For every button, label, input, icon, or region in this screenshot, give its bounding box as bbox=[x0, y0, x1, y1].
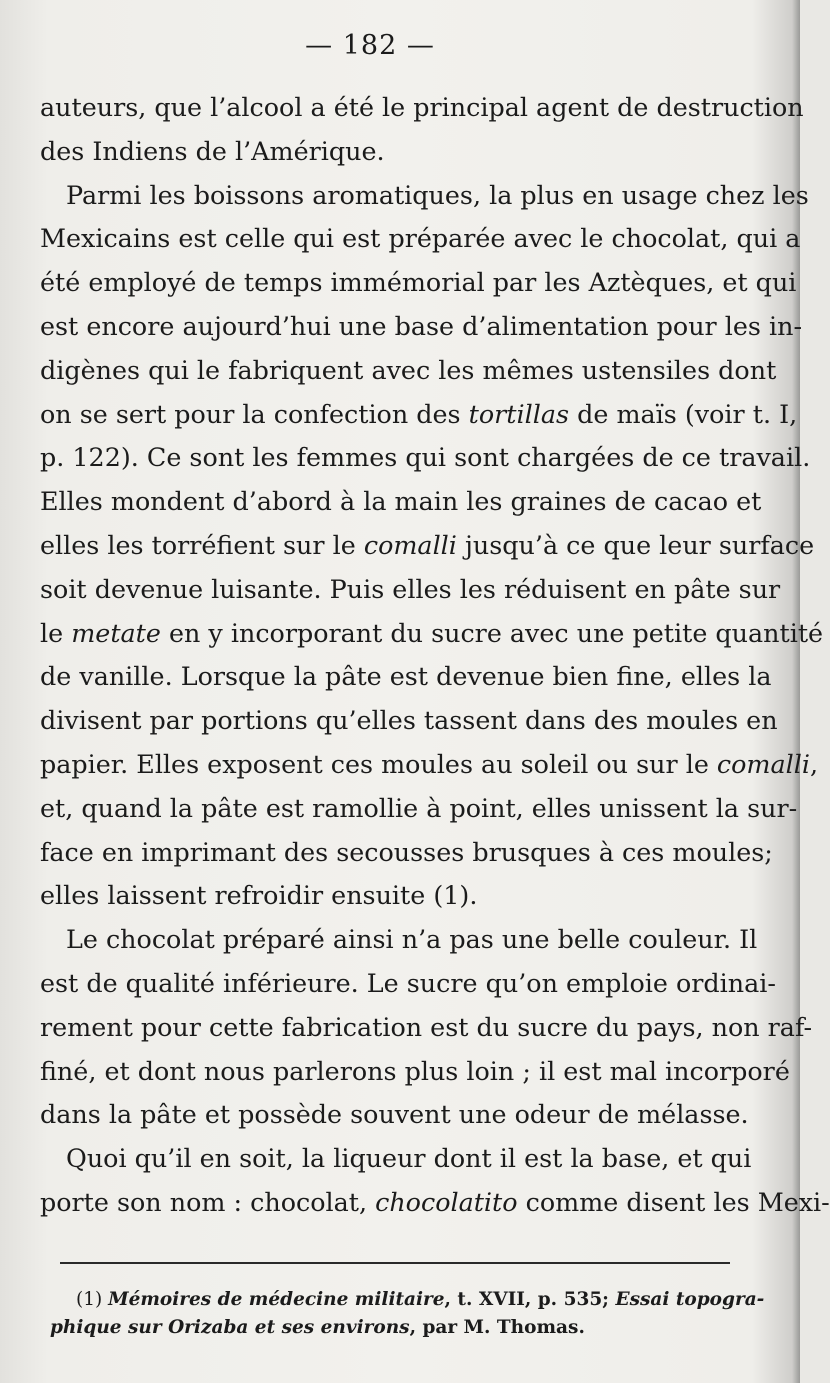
text-line: finé, et dont nous parlerons plus loin ; il est mal incorporé bbox=[40, 1055, 790, 1086]
text-line: elles laissent refroidir ensuite (1). bbox=[40, 880, 478, 911]
text-line: auteurs, que l’alcool a été le principal agent de destruction bbox=[40, 92, 804, 122]
text-line: papier. Elles exposent ces moules au soleil ou sur le comalli, bbox=[40, 748, 819, 779]
text-line: Mexicains est celle qui est préparée avec le chocolat, qui a bbox=[40, 223, 801, 254]
text-line: face en imprimant des secousses brusques à ces moules; bbox=[40, 836, 773, 867]
page-number: — 182 — bbox=[305, 30, 435, 61]
text-line: digènes qui le fabriquent avec les mêmes ustensiles dont bbox=[40, 354, 777, 385]
text-line: dans la pâte et possède souvent une odeur de mélasse. bbox=[40, 1099, 749, 1130]
text-line: le metate en y incorporant du sucre avec une petite quantité bbox=[40, 617, 824, 648]
text-line: de vanille. Lorsque la pâte est devenue bien fine, elles la bbox=[40, 661, 772, 692]
text-line: on se sert pour la confection des tortillas de maïs (voir t. I, bbox=[40, 398, 798, 429]
footnote-line: (1) Mémoires de médecine militaire, t. XVII, p. 535; Essai topogra- bbox=[76, 1289, 765, 1310]
footnote-divider bbox=[60, 1262, 730, 1264]
text-line: p. 122). Ce sont les femmes qui sont chargées de ce travail. bbox=[40, 442, 811, 473]
text-line: elles les torréfient sur le comalli jusqu’à ce que leur surface bbox=[40, 529, 815, 560]
footnote bbox=[50, 1286, 765, 1342]
text-line: divisent par portions qu’elles tassent dans des moules en bbox=[40, 705, 778, 736]
text-line: et, quand la pâte est ramollie à point, elles unissent la sur- bbox=[40, 792, 798, 823]
text-line: rement pour cette fabrication est du sucre du pays, non raf- bbox=[40, 1011, 813, 1042]
text-line: porte son nom : chocolat, chocolatito comme disent les Mexi- bbox=[40, 1186, 830, 1217]
text-line: est de qualité inférieure. Le sucre qu’on emploie ordinai- bbox=[40, 967, 776, 998]
text-line: des Indiens de l’Amérique. bbox=[40, 135, 385, 166]
text-line: Parmi les boissons aromatiques, la plus en usage chez les bbox=[66, 179, 809, 210]
text-line: soit devenue luisante. Puis elles les réduisent en pâte sur bbox=[40, 573, 781, 604]
text-line: Quoi qu’il en soit, la liqueur dont il est la base, et qui bbox=[66, 1143, 752, 1174]
body-text bbox=[40, 86, 830, 1225]
text-line: Le chocolat préparé ainsi n’a pas une belle couleur. Il bbox=[66, 924, 758, 955]
text-line: Elles mondent d’abord à la main les graines de cacao et bbox=[40, 486, 762, 517]
text-line: est encore aujourd’hui une base d’alimentation pour les in- bbox=[40, 310, 803, 341]
footnote-line: phique sur Orizaba et ses environs, par M. Thomas. bbox=[50, 1317, 585, 1338]
text-line: été employé de temps immémorial par les Aztèques, et qui bbox=[40, 267, 797, 298]
